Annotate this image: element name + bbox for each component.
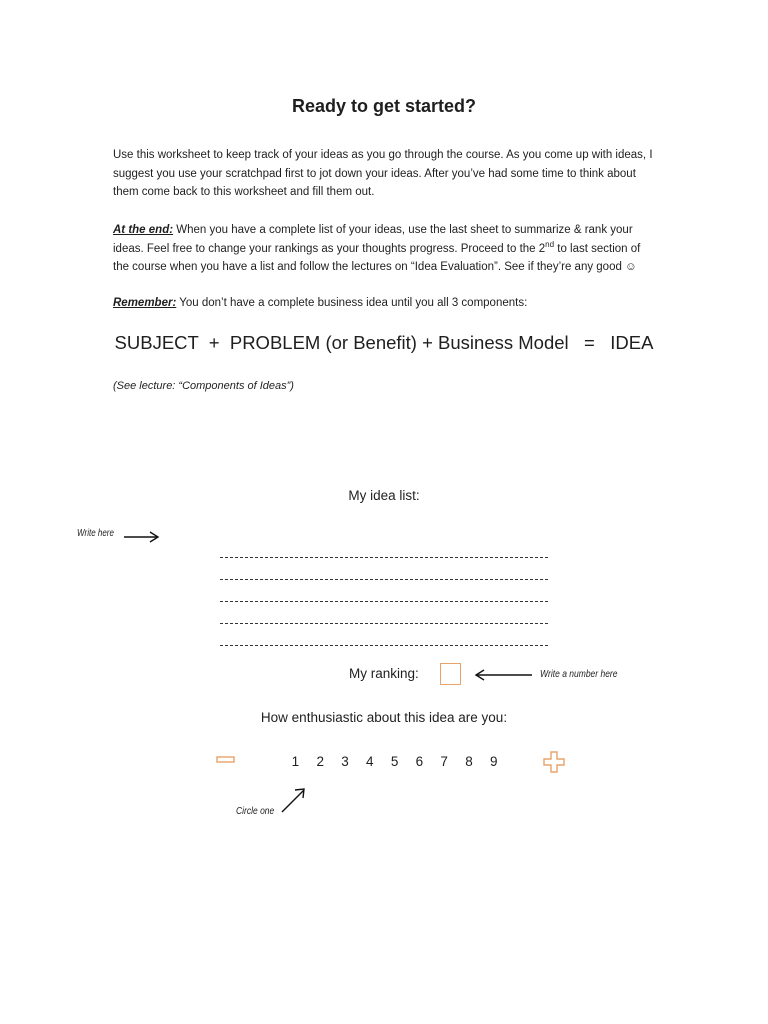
remember-paragraph <box>113 294 658 313</box>
at-the-end-paragraph <box>113 221 658 277</box>
ranking-input-box[interactable] <box>440 663 461 685</box>
scale-number[interactable]: 9 <box>490 754 498 769</box>
idea-blank-line[interactable] <box>220 536 548 558</box>
at-the-end-text-after: to last section of the course when you have a list and follow the lectures on “Idea Evaluation”. See if they’re any good ☺ <box>113 242 641 273</box>
plus-icon[interactable] <box>543 751 565 773</box>
at-the-end-label: At the end: <box>113 224 174 236</box>
enthusiasm-scale <box>283 754 506 769</box>
arrow-left-icon <box>473 668 533 682</box>
idea-list-lines <box>220 536 548 646</box>
idea-formula: SUBJECT + PROBLEM (or Benefit) + Business Model = IDEA <box>114 332 654 353</box>
scale-number[interactable]: 2 <box>316 754 324 769</box>
scale-number[interactable]: 8 <box>465 754 473 769</box>
at-the-end-text-before: When you have a complete list of your ideas, use the last sheet to summarize & rank your ideas. Feel free to change your rankings as your thoughts progress. Proceed to the 2 <box>113 224 633 255</box>
arrow-up-right-icon <box>280 786 308 814</box>
circle-one-hint: Circle one <box>236 806 275 817</box>
scale-number[interactable]: 7 <box>440 754 448 769</box>
idea-blank-line[interactable] <box>220 580 548 602</box>
scale-number[interactable]: 1 <box>291 754 300 769</box>
enthusiasm-question: How enthusiastic about this idea are you: <box>260 710 508 725</box>
scale-number[interactable]: 6 <box>415 754 424 769</box>
ranking-label: My ranking: <box>349 666 419 681</box>
minus-icon[interactable] <box>216 755 236 765</box>
remember-text: You don’t have a complete business idea until you all 3 components: <box>176 297 528 309</box>
arrow-right-icon <box>123 530 161 544</box>
idea-blank-line[interactable] <box>220 624 548 646</box>
lecture-note: (See lecture: “Components of Ideas”) <box>113 380 294 392</box>
ordinal-superscript: nd <box>545 239 555 249</box>
scale-number[interactable]: 3 <box>341 754 349 769</box>
scale-number[interactable]: 4 <box>366 754 374 769</box>
intro-paragraph: Use this worksheet to keep track of your ideas as you go through the course. As you come up with ideas, I suggest you use your scratchpad first to jot down your ideas. After you’ve had some time to think about them come back to this worksheet and fill them out. <box>113 149 653 198</box>
idea-blank-line[interactable] <box>220 602 548 624</box>
write-number-hint: Write a number here <box>540 669 618 680</box>
page-title: Ready to get started? <box>291 96 477 116</box>
scale-number[interactable]: 5 <box>390 754 399 769</box>
remember-label: Remember: <box>113 297 177 309</box>
write-here-hint: Write here <box>77 528 114 539</box>
idea-list-title: My idea list: <box>348 488 420 503</box>
idea-blank-line[interactable] <box>220 558 548 580</box>
